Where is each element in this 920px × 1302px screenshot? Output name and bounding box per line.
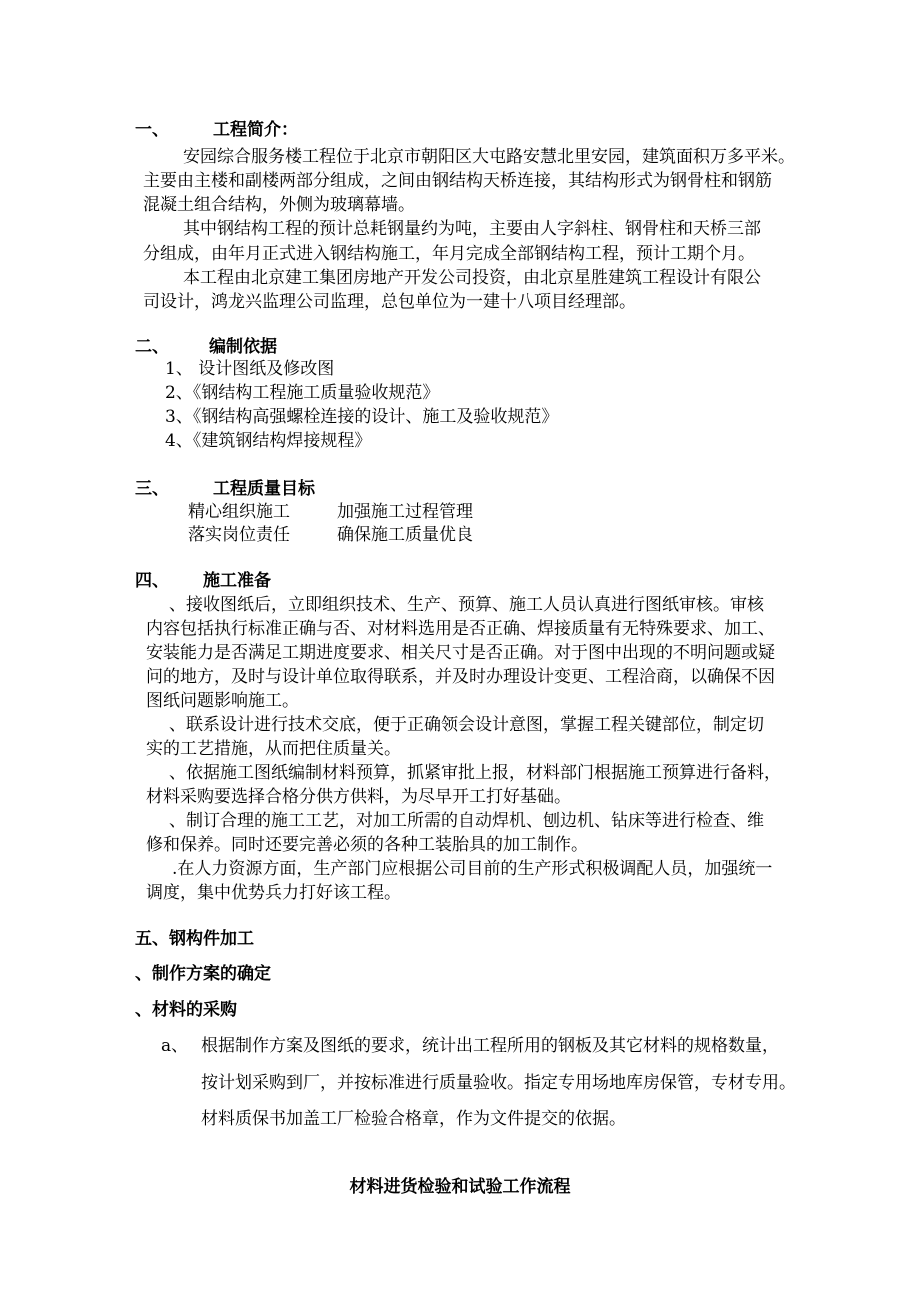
basis-list-item: 1、 设计图纸及修改图 — [165, 359, 335, 379]
section-1-para-1-line: 安园综合服务楼工程位于北京市朝阳区大屯路安慧北里安园，建筑面积万多平米。 — [183, 147, 795, 167]
basis-list-item: 4、《建筑钢结构焊接规程》 — [165, 431, 372, 451]
quality-goal: 确保施工质量优良 — [337, 525, 473, 545]
prep-para-5-line: .在人力资源方面，生产部门应根据公司目前的生产形式积极调配人员，加强统一 — [172, 859, 773, 879]
prep-para-1-line: 内容包括执行标准正确与否、对材料选用是否正确、焊接质量有无特殊要求、加工、 — [146, 619, 775, 639]
prep-para-2-line: 实的工艺措施，从而把住质量关。 — [146, 739, 401, 759]
section-3-heading — [135, 477, 315, 501]
subsection-heading: 、材料的采购 — [135, 1000, 237, 1020]
prep-para-1-line: 安装能力是否满足工期进度要求、相关尺寸是否正确。对于图中出现的不明问题或疑 — [146, 643, 775, 663]
prep-para-4-line: 、制订合理的施工工艺，对加工所需的自动焊机、刨边机、钻床等进行检查、维 — [169, 811, 764, 831]
prep-para-1-line: 问的地方，及时与设计单位取得联系，并及时办理设计变更、工程洽商，以确保不因 — [146, 667, 775, 687]
section-2-heading — [135, 335, 277, 359]
section-5-heading: 五、钢构件加工 — [135, 929, 254, 949]
prep-para-4-line: 修和保养。同时还要完善必须的各种工装胎具的加工制作。 — [146, 835, 588, 855]
quality-goal: 精心组织施工 — [188, 502, 290, 522]
section-number: 四、 — [135, 571, 169, 591]
quality-goal: 加强施工过程管理 — [337, 502, 473, 522]
section-4-heading — [135, 569, 271, 593]
section-title: 工程质量目标 — [213, 479, 315, 499]
list-marker: a、 — [161, 1036, 189, 1056]
section-1-para-2-line: 分组成，由年月正式进入钢结构施工，年月完成全部钢结构工程，预计工期个月。 — [143, 244, 755, 264]
basis-list-item: 2、《钢结构工程施工质量验收规范》 — [165, 383, 440, 403]
section-title: 施工准备 — [203, 571, 271, 591]
section-1-para-3-line: 司设计，鸿龙兴监理公司监理，总包单位为一建十八项目经理部。 — [143, 292, 636, 312]
section-number: 一、 — [135, 120, 169, 140]
prep-para-2-line: 、联系设计进行技术交底，便于正确领会设计意图，掌握工程关键部位，制定切 — [169, 715, 764, 735]
prep-para-1-line: 、接收图纸后，立即组织技术、生产、预算、施工人员认真进行图纸审核。审核 — [169, 595, 764, 615]
section-1-para-1-line: 主要由主楼和副楼两部分组成，之间由钢结构天桥连接，其结构形式为钢骨柱和钢筋 — [143, 171, 772, 191]
section-1-para-3-line: 本工程由北京建工集团房地产开发公司投资，由北京星胜建筑工程设计有限公 — [183, 268, 761, 288]
procurement-line: 按计划采购到厂，并按标准进行质量验收。指定专用场地库房保管，专材专用。 — [201, 1073, 796, 1093]
quality-goal: 落实岗位责任 — [188, 525, 290, 545]
section-1-para-2-line: 其中钢结构工程的预计总耗钢量约为吨，主要由人字斜柱、钢骨柱和天桥三部 — [183, 219, 761, 239]
prep-para-5-line: 调度，集中优势兵力打好该工程。 — [146, 883, 401, 903]
flow-chart-title: 材料进货检验和试验工作流程 — [349, 1177, 571, 1197]
section-title: 编制依据 — [209, 337, 277, 357]
procurement-line: 材料质保书加盖工厂检验合格章，作为文件提交的依据。 — [201, 1109, 626, 1129]
subsection-heading: 、制作方案的确定 — [135, 964, 271, 984]
section-number: 三、 — [135, 479, 169, 499]
prep-para-3-line: 材料采购要选择合格分供方供料，为尽早开工打好基础。 — [146, 787, 571, 807]
section-1-heading — [135, 118, 298, 142]
prep-para-1-line: 图纸问题影响施工。 — [146, 691, 299, 711]
prep-para-3-line: 、依据施工图纸编制材料预算，抓紧审批上报，材料部门根据施工预算进行备料， — [169, 763, 781, 783]
section-title: 工程简介： — [213, 120, 298, 140]
section-number: 二、 — [135, 337, 169, 357]
procurement-line: 根据制作方案及图纸的要求，统计出工程所用的钢板及其它材料的规格数量， — [201, 1036, 779, 1056]
basis-list-item: 3、《钢结构高强螺栓连接的设计、施工及验收规范》 — [165, 407, 559, 427]
section-1-para-1-line: 混凝土组合结构，外侧为玻璃幕墙。 — [143, 195, 415, 215]
